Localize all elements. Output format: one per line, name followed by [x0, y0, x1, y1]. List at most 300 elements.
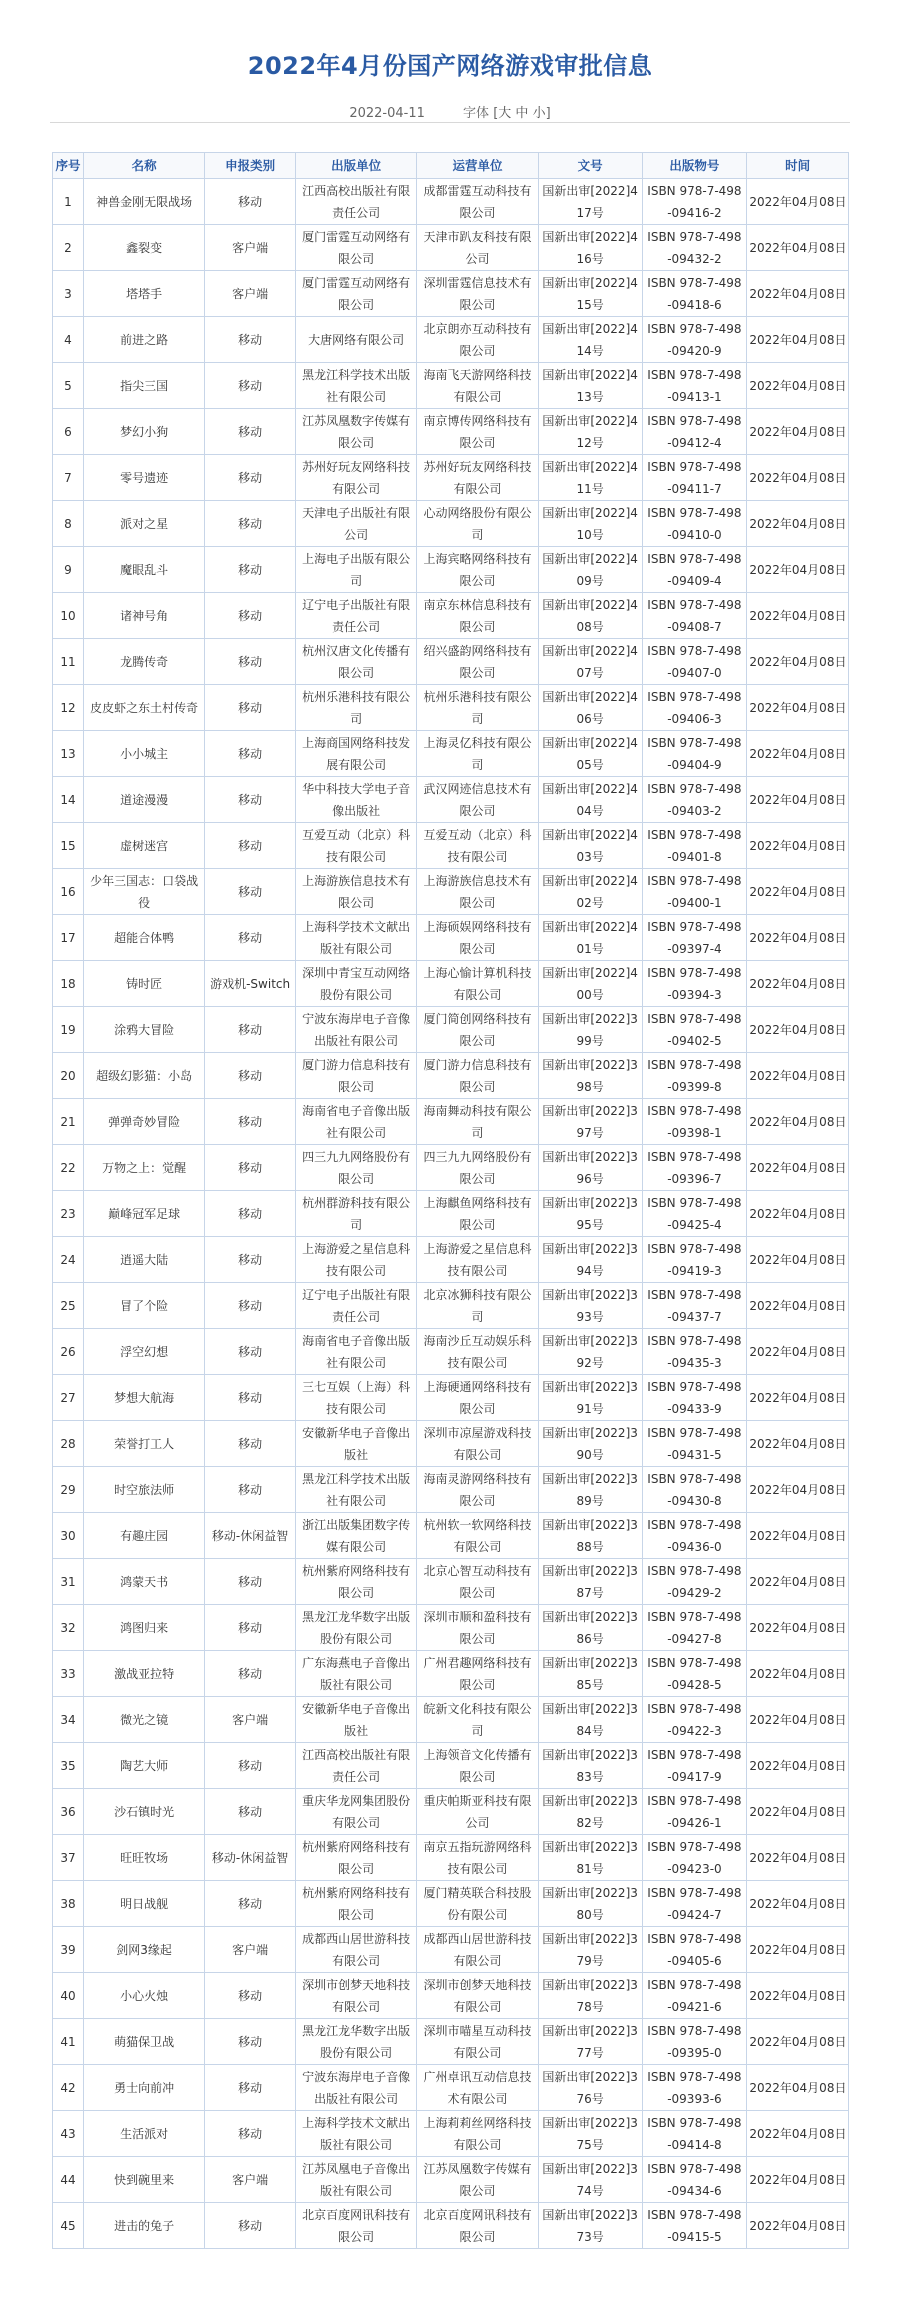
divider [50, 122, 850, 123]
cell-date: 2022年04月08日 [747, 547, 849, 593]
cell-approval-no: 国新出审[2022]398号 [538, 1053, 642, 1099]
cell-date: 2022年04月08日 [747, 1237, 849, 1283]
cell-isbn: ISBN 978-7-498-09410-0 [642, 501, 747, 547]
cell-publisher: 黑龙江科学技术出版社有限公司 [295, 1467, 416, 1513]
cell-name: 神兽金刚无限战场 [83, 179, 204, 225]
column-header-operator: 运营单位 [417, 153, 538, 179]
table-row [53, 1053, 849, 1099]
cell-name: 道途漫漫 [83, 777, 204, 823]
column-header-category: 申报类别 [205, 153, 296, 179]
cell-category: 移动 [205, 1421, 296, 1467]
cell-operator: 上海灵亿科技有限公司 [417, 731, 538, 777]
cell-publisher: 辽宁电子出版社有限责任公司 [295, 1283, 416, 1329]
cell-index: 6 [53, 409, 84, 455]
cell-name: 万物之上：觉醒 [83, 1145, 204, 1191]
cell-index: 13 [53, 731, 84, 777]
font-size-large-button[interactable]: 大 [498, 106, 512, 121]
cell-operator: 上海宾略网络科技有限公司 [417, 547, 538, 593]
cell-date: 2022年04月08日 [747, 593, 849, 639]
cell-date: 2022年04月08日 [747, 1743, 849, 1789]
cell-isbn: ISBN 978-7-498-09436-0 [642, 1513, 747, 1559]
table-row [53, 363, 849, 409]
cell-name: 小小城主 [83, 731, 204, 777]
cell-operator: 上海游族信息技术有限公司 [417, 869, 538, 915]
cell-category: 移动 [205, 179, 296, 225]
cell-publisher: 浙江出版集团数字传媒有限公司 [295, 1513, 416, 1559]
cell-publisher: 杭州紫府网络科技有限公司 [295, 1881, 416, 1927]
table-row [53, 225, 849, 271]
cell-approval-no: 国新出审[2022]378号 [538, 1973, 642, 2019]
cell-approval-no: 国新出审[2022]387号 [538, 1559, 642, 1605]
cell-isbn: ISBN 978-7-498-09422-3 [642, 1697, 747, 1743]
cell-isbn: ISBN 978-7-498-09411-7 [642, 455, 747, 501]
cell-index: 35 [53, 1743, 84, 1789]
cell-approval-no: 国新出审[2022]405号 [538, 731, 642, 777]
table-row [53, 2019, 849, 2065]
cell-index: 9 [53, 547, 84, 593]
cell-date: 2022年04月08日 [747, 2065, 849, 2111]
cell-name: 冒了个险 [83, 1283, 204, 1329]
cell-operator: 海南沙丘互动娱乐科技有限公司 [417, 1329, 538, 1375]
cell-category: 移动 [205, 1743, 296, 1789]
table-row [53, 1743, 849, 1789]
cell-index: 34 [53, 1697, 84, 1743]
cell-index: 37 [53, 1835, 84, 1881]
cell-index: 32 [53, 1605, 84, 1651]
table-row [53, 2065, 849, 2111]
table-row [53, 1789, 849, 1835]
cell-date: 2022年04月08日 [747, 271, 849, 317]
cell-category: 移动 [205, 1283, 296, 1329]
cell-operator: 杭州软一软网络科技有限公司 [417, 1513, 538, 1559]
cell-approval-no: 国新出审[2022]394号 [538, 1237, 642, 1283]
cell-approval-no: 国新出审[2022]386号 [538, 1605, 642, 1651]
cell-operator: 深圳市顺和盈科技有限公司 [417, 1605, 538, 1651]
cell-isbn: ISBN 978-7-498-09423-0 [642, 1835, 747, 1881]
table-row [53, 2111, 849, 2157]
cell-date: 2022年04月08日 [747, 1191, 849, 1237]
cell-isbn: ISBN 978-7-498-09417-9 [642, 1743, 747, 1789]
cell-approval-no: 国新出审[2022]406号 [538, 685, 642, 731]
cell-index: 36 [53, 1789, 84, 1835]
article-meta [0, 102, 900, 121]
cell-isbn: ISBN 978-7-498-09425-4 [642, 1191, 747, 1237]
cell-operator: 深圳市创梦天地科技有限公司 [417, 1973, 538, 2019]
cell-operator: 北京冰狮科技有限公司 [417, 1283, 538, 1329]
publish-date: 2022-04-11 [349, 106, 425, 121]
cell-index: 14 [53, 777, 84, 823]
cell-publisher: 宁波东海岸电子音像出版社有限公司 [295, 2065, 416, 2111]
cell-publisher: 海南省电子音像出版社有限公司 [295, 1099, 416, 1145]
cell-category: 移动 [205, 869, 296, 915]
cell-publisher: 杭州乐港科技有限公司 [295, 685, 416, 731]
cell-category: 客户端 [205, 1697, 296, 1743]
cell-name: 塔塔手 [83, 271, 204, 317]
cell-index: 23 [53, 1191, 84, 1237]
cell-date: 2022年04月08日 [747, 1099, 849, 1145]
cell-isbn: ISBN 978-7-498-09403-2 [642, 777, 747, 823]
cell-name: 勇士向前冲 [83, 2065, 204, 2111]
table-row [53, 1007, 849, 1053]
cell-operator: 绍兴盛韵网络科技有限公司 [417, 639, 538, 685]
table-row [53, 271, 849, 317]
cell-category: 移动 [205, 2111, 296, 2157]
cell-index: 41 [53, 2019, 84, 2065]
cell-isbn: ISBN 978-7-498-09414-8 [642, 2111, 747, 2157]
cell-approval-no: 国新出审[2022]391号 [538, 1375, 642, 1421]
table-row [53, 869, 849, 915]
cell-isbn: ISBN 978-7-498-09435-3 [642, 1329, 747, 1375]
cell-category: 移动 [205, 593, 296, 639]
cell-operator: 北京心智互动科技有限公司 [417, 1559, 538, 1605]
cell-isbn: ISBN 978-7-498-09395-0 [642, 2019, 747, 2065]
cell-isbn: ISBN 978-7-498-09416-2 [642, 179, 747, 225]
cell-publisher: 厦门雷霆互动网络有限公司 [295, 271, 416, 317]
cell-isbn: ISBN 978-7-498-09429-2 [642, 1559, 747, 1605]
column-header-isbn: 出版物号 [642, 153, 747, 179]
cell-date: 2022年04月08日 [747, 2111, 849, 2157]
cell-approval-no: 国新出审[2022]409号 [538, 547, 642, 593]
cell-approval-no: 国新出审[2022]374号 [538, 2157, 642, 2203]
cell-isbn: ISBN 978-7-498-09397-4 [642, 915, 747, 961]
cell-isbn: ISBN 978-7-498-09421-6 [642, 1973, 747, 2019]
cell-operator: 广州卓讯互动信息技术有限公司 [417, 2065, 538, 2111]
cell-category: 移动 [205, 685, 296, 731]
cell-publisher: 三七互娱（上海）科技有限公司 [295, 1375, 416, 1421]
cell-publisher: 华中科技大学电子音像出版社 [295, 777, 416, 823]
cell-operator: 互爱互动（北京）科技有限公司 [417, 823, 538, 869]
cell-publisher: 深圳中青宝互动网络股份有限公司 [295, 961, 416, 1007]
cell-approval-no: 国新出审[2022]377号 [538, 2019, 642, 2065]
cell-operator: 广州君趣网络科技有限公司 [417, 1651, 538, 1697]
cell-isbn: ISBN 978-7-498-09401-8 [642, 823, 747, 869]
cell-isbn: ISBN 978-7-498-09393-6 [642, 2065, 747, 2111]
cell-isbn: ISBN 978-7-498-09419-3 [642, 1237, 747, 1283]
cell-isbn: ISBN 978-7-498-09433-9 [642, 1375, 747, 1421]
cell-date: 2022年04月08日 [747, 1605, 849, 1651]
cell-approval-no: 国新出审[2022]408号 [538, 593, 642, 639]
cell-approval-no: 国新出审[2022]412号 [538, 409, 642, 455]
cell-publisher: 天津电子出版社有限公司 [295, 501, 416, 547]
cell-date: 2022年04月08日 [747, 1835, 849, 1881]
cell-isbn: ISBN 978-7-498-09406-3 [642, 685, 747, 731]
cell-category: 移动 [205, 2203, 296, 2249]
table-row [53, 1927, 849, 1973]
cell-operator: 上海领音文化传播有限公司 [417, 1743, 538, 1789]
cell-isbn: ISBN 978-7-498-09405-6 [642, 1927, 747, 1973]
cell-date: 2022年04月08日 [747, 455, 849, 501]
cell-date: 2022年04月08日 [747, 1927, 849, 1973]
cell-date: 2022年04月08日 [747, 225, 849, 271]
cell-operator: 南京五指玩游网络科技有限公司 [417, 1835, 538, 1881]
cell-index: 27 [53, 1375, 84, 1421]
cell-publisher: 重庆华龙网集团股份有限公司 [295, 1789, 416, 1835]
cell-publisher: 安徽新华电子音像出版社 [295, 1697, 416, 1743]
cell-approval-no: 国新出审[2022]400号 [538, 961, 642, 1007]
cell-isbn: ISBN 978-7-498-09400-1 [642, 869, 747, 915]
column-header-name: 名称 [83, 153, 204, 179]
header-row [53, 153, 849, 179]
cell-isbn: ISBN 978-7-498-09415-5 [642, 2203, 747, 2249]
cell-approval-no: 国新出审[2022]403号 [538, 823, 642, 869]
cell-name: 鑫裂变 [83, 225, 204, 271]
cell-category: 移动 [205, 1237, 296, 1283]
table-row [53, 547, 849, 593]
cell-name: 少年三国志：口袋战役 [83, 869, 204, 915]
cell-isbn: ISBN 978-7-498-09398-1 [642, 1099, 747, 1145]
cell-approval-no: 国新出审[2022]393号 [538, 1283, 642, 1329]
cell-name: 魔眼乱斗 [83, 547, 204, 593]
cell-name: 萌猫保卫战 [83, 2019, 204, 2065]
cell-approval-no: 国新出审[2022]401号 [538, 915, 642, 961]
table-row [53, 1421, 849, 1467]
cell-publisher: 江西高校出版社有限责任公司 [295, 1743, 416, 1789]
cell-index: 10 [53, 593, 84, 639]
cell-isbn: ISBN 978-7-498-09399-8 [642, 1053, 747, 1099]
cell-isbn: ISBN 978-7-498-09413-1 [642, 363, 747, 409]
table-row [53, 777, 849, 823]
cell-index: 7 [53, 455, 84, 501]
cell-name: 鸿图归来 [83, 1605, 204, 1651]
cell-date: 2022年04月08日 [747, 501, 849, 547]
cell-index: 26 [53, 1329, 84, 1375]
table-row [53, 1329, 849, 1375]
cell-date: 2022年04月08日 [747, 2019, 849, 2065]
cell-index: 2 [53, 225, 84, 271]
cell-category: 游戏机-Switch [205, 961, 296, 1007]
table-row [53, 915, 849, 961]
font-size-close-bracket: ] [545, 106, 551, 121]
cell-approval-no: 国新出审[2022]389号 [538, 1467, 642, 1513]
cell-date: 2022年04月08日 [747, 1513, 849, 1559]
cell-operator: 四三九九网络股份有限公司 [417, 1145, 538, 1191]
cell-index: 38 [53, 1881, 84, 1927]
cell-operator: 海南舞动科技有限公司 [417, 1099, 538, 1145]
cell-isbn: ISBN 978-7-498-09407-0 [642, 639, 747, 685]
cell-date: 2022年04月08日 [747, 2157, 849, 2203]
font-size-medium-button[interactable]: 中 [515, 106, 529, 121]
cell-date: 2022年04月08日 [747, 915, 849, 961]
cell-category: 移动 [205, 823, 296, 869]
cell-approval-no: 国新出审[2022]384号 [538, 1697, 642, 1743]
cell-publisher: 四三九九网络股份有限公司 [295, 1145, 416, 1191]
table-row [53, 1697, 849, 1743]
table-row [53, 1099, 849, 1145]
table-row [53, 1467, 849, 1513]
table-row [53, 1145, 849, 1191]
cell-index: 1 [53, 179, 84, 225]
cell-index: 5 [53, 363, 84, 409]
cell-publisher: 杭州群游科技有限公司 [295, 1191, 416, 1237]
cell-index: 42 [53, 2065, 84, 2111]
cell-publisher: 上海科学技术文献出版社有限公司 [295, 2111, 416, 2157]
cell-name: 涂鸦大冒险 [83, 1007, 204, 1053]
cell-date: 2022年04月08日 [747, 1329, 849, 1375]
column-header-date: 时间 [747, 153, 849, 179]
cell-approval-no: 国新出审[2022]376号 [538, 2065, 642, 2111]
cell-operator: 深圳雷霆信息技术有限公司 [417, 271, 538, 317]
cell-category: 移动 [205, 317, 296, 363]
cell-category: 移动 [205, 455, 296, 501]
cell-date: 2022年04月08日 [747, 363, 849, 409]
cell-publisher: 海南省电子音像出版社有限公司 [295, 1329, 416, 1375]
cell-category: 移动 [205, 363, 296, 409]
cell-operator: 杭州乐港科技有限公司 [417, 685, 538, 731]
cell-index: 15 [53, 823, 84, 869]
cell-name: 旺旺牧场 [83, 1835, 204, 1881]
cell-operator: 厦门游力信息科技有限公司 [417, 1053, 538, 1099]
cell-index: 21 [53, 1099, 84, 1145]
cell-index: 30 [53, 1513, 84, 1559]
cell-date: 2022年04月08日 [747, 1375, 849, 1421]
cell-date: 2022年04月08日 [747, 1973, 849, 2019]
cell-date: 2022年04月08日 [747, 1421, 849, 1467]
cell-category: 移动 [205, 501, 296, 547]
cell-isbn: ISBN 978-7-498-09408-7 [642, 593, 747, 639]
cell-category: 移动 [205, 915, 296, 961]
cell-operator: 上海心愉计算机科技有限公司 [417, 961, 538, 1007]
table-row [53, 501, 849, 547]
table-header [53, 153, 849, 179]
cell-date: 2022年04月08日 [747, 1053, 849, 1099]
font-size-label: 字体 [463, 106, 490, 121]
cell-date: 2022年04月08日 [747, 639, 849, 685]
cell-isbn: ISBN 978-7-498-09402-5 [642, 1007, 747, 1053]
cell-name: 逍遥大陆 [83, 1237, 204, 1283]
cell-approval-no: 国新出审[2022]414号 [538, 317, 642, 363]
table-row [53, 455, 849, 501]
cell-date: 2022年04月08日 [747, 961, 849, 1007]
cell-approval-no: 国新出审[2022]407号 [538, 639, 642, 685]
cell-name: 浮空幻想 [83, 1329, 204, 1375]
cell-date: 2022年04月08日 [747, 1559, 849, 1605]
cell-name: 指尖三国 [83, 363, 204, 409]
cell-date: 2022年04月08日 [747, 1007, 849, 1053]
cell-name: 超能合体鸭 [83, 915, 204, 961]
cell-operator: 苏州好玩友网络科技有限公司 [417, 455, 538, 501]
cell-isbn: ISBN 978-7-498-09430-8 [642, 1467, 747, 1513]
cell-name: 生活派对 [83, 2111, 204, 2157]
cell-approval-no: 国新出审[2022]392号 [538, 1329, 642, 1375]
cell-date: 2022年04月08日 [747, 317, 849, 363]
cell-approval-no: 国新出审[2022]397号 [538, 1099, 642, 1145]
cell-category: 移动-休闲益智 [205, 1835, 296, 1881]
cell-name: 快到碗里来 [83, 2157, 204, 2203]
table-row [53, 685, 849, 731]
cell-name: 有趣庄园 [83, 1513, 204, 1559]
cell-operator: 成都西山居世游科技有限公司 [417, 1927, 538, 1973]
cell-name: 进击的兔子 [83, 2203, 204, 2249]
cell-index: 39 [53, 1927, 84, 1973]
approval-table-container [52, 152, 849, 2249]
cell-publisher: 深圳市创梦天地科技有限公司 [295, 1973, 416, 2019]
cell-isbn: ISBN 978-7-498-09431-5 [642, 1421, 747, 1467]
column-header-index: 序号 [53, 153, 84, 179]
cell-isbn: ISBN 978-7-498-09404-9 [642, 731, 747, 777]
cell-publisher: 广东海燕电子音像出版社有限公司 [295, 1651, 416, 1697]
cell-approval-no: 国新出审[2022]380号 [538, 1881, 642, 1927]
cell-category: 客户端 [205, 225, 296, 271]
cell-approval-no: 国新出审[2022]417号 [538, 179, 642, 225]
cell-isbn: ISBN 978-7-498-09432-2 [642, 225, 747, 271]
cell-approval-no: 国新出审[2022]411号 [538, 455, 642, 501]
cell-operator: 海南飞天游网络科技有限公司 [417, 363, 538, 409]
cell-operator: 上海麒鱼网络科技有限公司 [417, 1191, 538, 1237]
table-row [53, 961, 849, 1007]
cell-operator: 上海硬通网络科技有限公司 [417, 1375, 538, 1421]
cell-approval-no: 国新出审[2022]382号 [538, 1789, 642, 1835]
page-title: 2022年4月份国产网络游戏审批信息 [247, 52, 653, 80]
cell-category: 移动 [205, 1007, 296, 1053]
cell-date: 2022年04月08日 [747, 777, 849, 823]
table-row [53, 593, 849, 639]
cell-operator: 深圳市凉屋游戏科技有限公司 [417, 1421, 538, 1467]
cell-index: 43 [53, 2111, 84, 2157]
cell-name: 铸时匠 [83, 961, 204, 1007]
cell-category: 移动 [205, 2065, 296, 2111]
cell-publisher: 成都西山居世游科技有限公司 [295, 1927, 416, 1973]
table-row [53, 409, 849, 455]
cell-category: 客户端 [205, 2157, 296, 2203]
cell-approval-no: 国新出审[2022]413号 [538, 363, 642, 409]
column-header-approval-no: 文号 [538, 153, 642, 179]
cell-date: 2022年04月08日 [747, 685, 849, 731]
cell-index: 31 [53, 1559, 84, 1605]
cell-category: 移动 [205, 1099, 296, 1145]
cell-category: 移动 [205, 1375, 296, 1421]
cell-isbn: ISBN 978-7-498-09409-4 [642, 547, 747, 593]
cell-approval-no: 国新出审[2022]388号 [538, 1513, 642, 1559]
cell-operator: 重庆帕斯亚科技有限公司 [417, 1789, 538, 1835]
cell-publisher: 安徽新华电子音像出版社 [295, 1421, 416, 1467]
cell-isbn: ISBN 978-7-498-09420-9 [642, 317, 747, 363]
cell-operator: 上海莉莉丝网络科技有限公司 [417, 2111, 538, 2157]
cell-isbn: ISBN 978-7-498-09412-4 [642, 409, 747, 455]
cell-index: 18 [53, 961, 84, 1007]
cell-category: 移动 [205, 1053, 296, 1099]
cell-publisher: 黑龙江科学技术出版社有限公司 [295, 363, 416, 409]
cell-name: 梦想大航海 [83, 1375, 204, 1421]
table-row [53, 1605, 849, 1651]
cell-name: 微光之镜 [83, 1697, 204, 1743]
cell-category: 移动-休闲益智 [205, 1513, 296, 1559]
cell-category: 移动 [205, 1467, 296, 1513]
cell-category: 移动 [205, 1605, 296, 1651]
table-row [53, 1651, 849, 1697]
font-size-small-button[interactable]: 小 [532, 106, 546, 121]
cell-name: 皮皮虾之东土村传奇 [83, 685, 204, 731]
cell-category: 移动 [205, 1651, 296, 1697]
cell-name: 弹弹奇妙冒险 [83, 1099, 204, 1145]
cell-operator: 心动网络股份有限公司 [417, 501, 538, 547]
cell-operator: 武汉网迹信息技术有限公司 [417, 777, 538, 823]
cell-operator: 厦门简创网络科技有限公司 [417, 1007, 538, 1053]
cell-category: 移动 [205, 1329, 296, 1375]
cell-name: 小心火烛 [83, 1973, 204, 2019]
cell-isbn: ISBN 978-7-498-09428-5 [642, 1651, 747, 1697]
table-row [53, 1283, 849, 1329]
cell-category: 移动 [205, 731, 296, 777]
cell-category: 移动 [205, 1789, 296, 1835]
cell-index: 4 [53, 317, 84, 363]
cell-index: 45 [53, 2203, 84, 2249]
cell-date: 2022年04月08日 [747, 1467, 849, 1513]
cell-date: 2022年04月08日 [747, 823, 849, 869]
cell-index: 24 [53, 1237, 84, 1283]
cell-isbn: ISBN 978-7-498-09394-3 [642, 961, 747, 1007]
table-row [53, 1559, 849, 1605]
cell-name: 诸神号角 [83, 593, 204, 639]
